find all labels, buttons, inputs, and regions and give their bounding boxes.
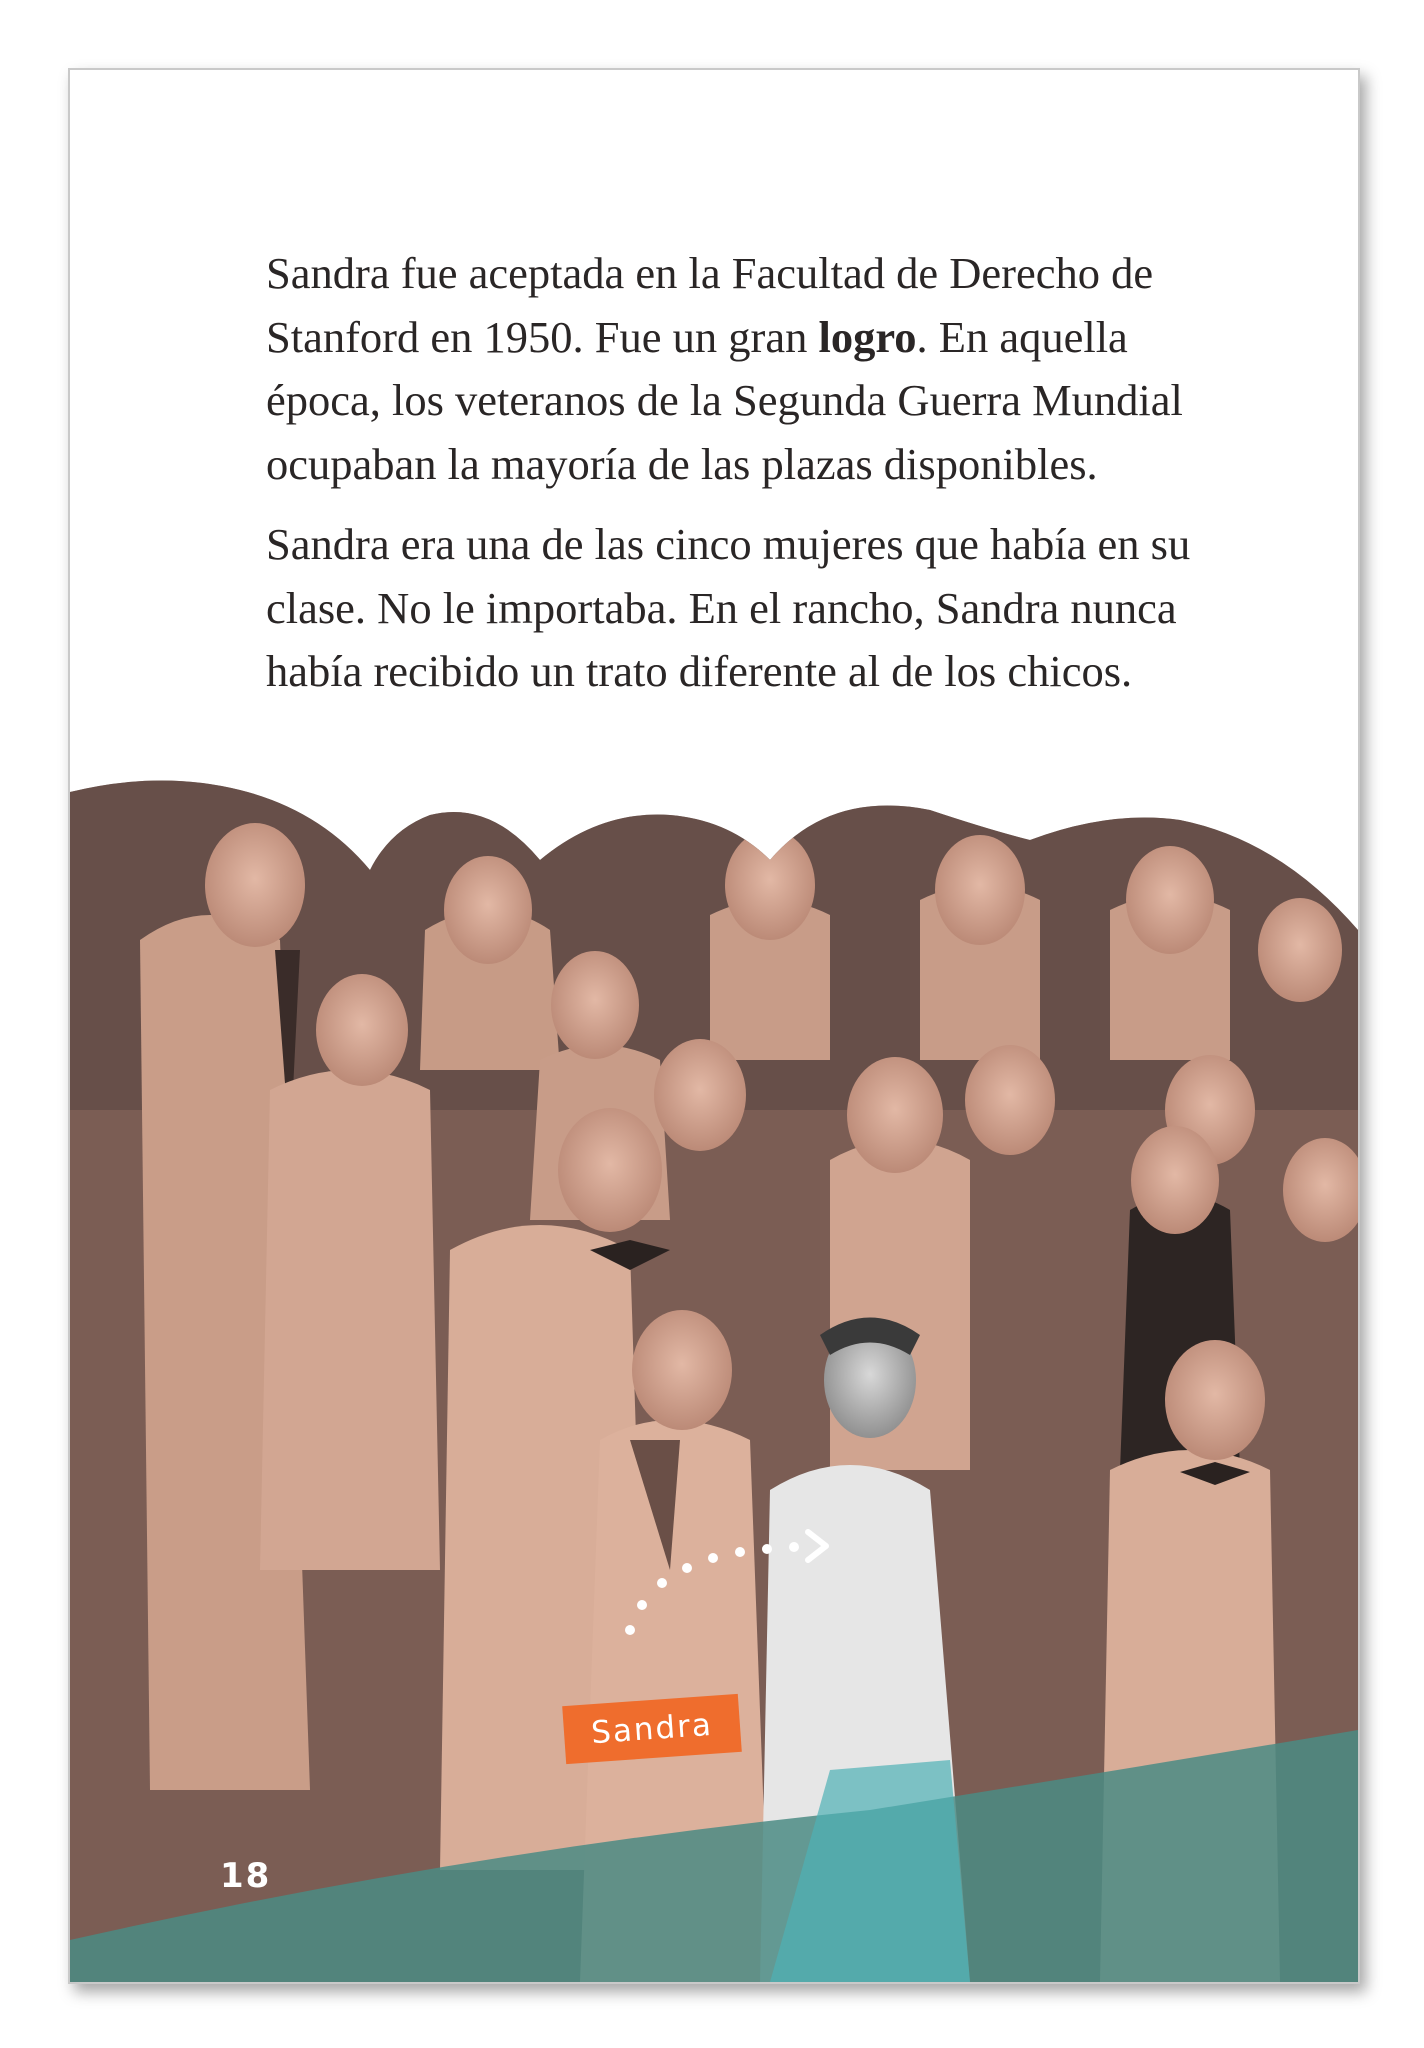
page-number: 18 xyxy=(220,1856,272,1896)
sandra-label-text: Sandra xyxy=(590,1706,714,1752)
paragraph-1-start: Sandra fue aceptada en la Facultad de Derecho de Stanford en 1950. Fue un gran xyxy=(266,248,1154,362)
photo-group xyxy=(70,710,1358,1982)
bold-term: logro xyxy=(818,311,917,362)
body-text xyxy=(266,242,1246,721)
paragraph-1 xyxy=(266,242,1246,496)
book-page xyxy=(68,68,1360,1984)
paragraph-2: Sandra era una de las cinco mujeres que había en su clase. No le importaba. En el rancho, Sandra nunca había recibido un trato diferente al de los chicos. xyxy=(266,519,1191,696)
sandra-label xyxy=(562,1694,742,1764)
paragraph-1-end: . En aquella época, los veteranos de la Segunda Guerra Mundial ocupaban la mayoría de las plazas disponibles. xyxy=(266,311,1183,489)
